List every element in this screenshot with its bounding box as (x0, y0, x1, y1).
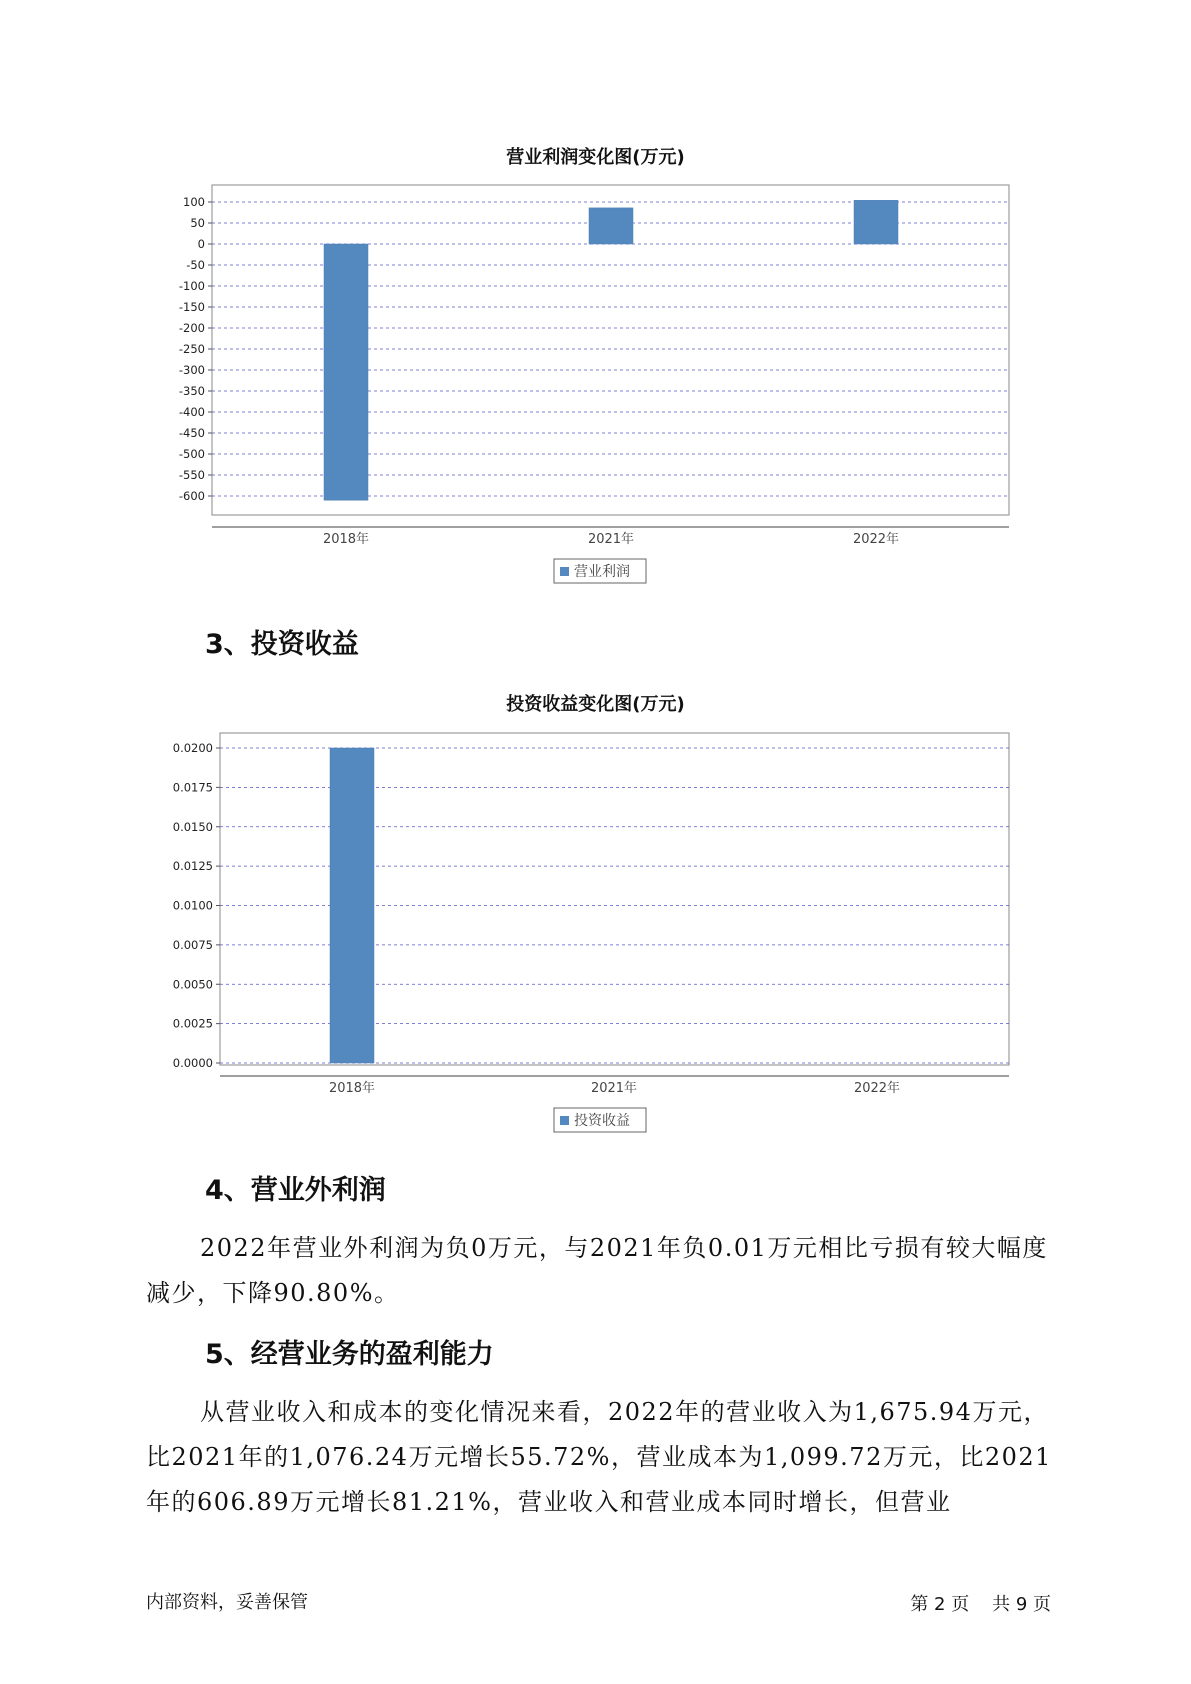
x-category-label: 2022年 (853, 1081, 901, 1096)
y-tick-label: 0.0050 (172, 977, 213, 992)
y-tick-label: -500 (178, 447, 205, 461)
x-category-label: 2022年 (852, 532, 900, 547)
paragraph-profitability: 从营业收入和成本的变化情况来看，2022年的营业收入为1,675.94万元，比2021年的1,076.24万元增长55.72%，营业成本为1,099.72万元，比2021年的606.89万元增长81.21%，营业收入和营业成本同时增长，但营业 (146, 1398, 1052, 1516)
y-tick-label: 0.0025 (172, 1016, 213, 1031)
y-tick-label: -350 (178, 384, 205, 398)
y-tick-label: -200 (178, 321, 205, 335)
y-tick-label: 0.0100 (172, 898, 213, 913)
y-tick-label: 0.0150 (172, 819, 213, 834)
x-category-label: 2021年 (587, 532, 635, 547)
y-tick-label: 100 (183, 195, 205, 209)
y-tick-label: -250 (178, 342, 205, 356)
footer-page-number: 第 2 页 共 9 页 (910, 1594, 1051, 1615)
y-tick-label: -600 (178, 489, 205, 503)
y-tick-label: -100 (178, 279, 205, 293)
y-tick-label: 0.0075 (172, 937, 213, 952)
x-category-label: 2018年 (322, 532, 370, 547)
footer-confidential-note: 内部资料，妥善保管 (146, 1592, 308, 1613)
x-category-label: 2018年 (328, 1081, 376, 1096)
legend-swatch (560, 1116, 569, 1125)
chart-title: 投资收益变化图(万元) (506, 694, 685, 715)
y-tick-label: -50 (186, 258, 205, 272)
chart-title: 营业利润变化图(万元) (506, 147, 685, 168)
legend-label: 营业利润 (574, 564, 630, 580)
bar (330, 748, 374, 1063)
y-tick-label: 0.0000 (172, 1056, 213, 1070)
y-tick-label: 0.0200 (172, 741, 213, 755)
y-tick-label: -400 (178, 405, 205, 419)
y-tick-label: -150 (178, 300, 205, 314)
y-tick-label: 0.0125 (172, 859, 213, 874)
y-tick-label: 0 (197, 237, 205, 251)
y-tick-label: -450 (178, 426, 205, 440)
legend-label: 投资收益 (574, 1113, 630, 1129)
y-tick-label: 50 (190, 216, 205, 230)
paragraph-non-operating-profit: 2022年营业外利润为负0万元，与2021年负0.01万元相比亏损有较大幅度减少，下降90.80%。 (146, 1234, 1048, 1307)
section-heading-non-operating-profit: 4、营业外利润 (205, 1175, 386, 1206)
section-heading-investment-income: 3、投资收益 (205, 629, 359, 660)
y-tick-label: -550 (178, 468, 205, 482)
section-heading-profitability: 5、经营业务的盈利能力 (205, 1339, 494, 1370)
y-tick-label: 0.0175 (172, 780, 213, 795)
x-category-label: 2021年 (590, 1081, 638, 1096)
y-tick-label: -300 (178, 363, 205, 377)
